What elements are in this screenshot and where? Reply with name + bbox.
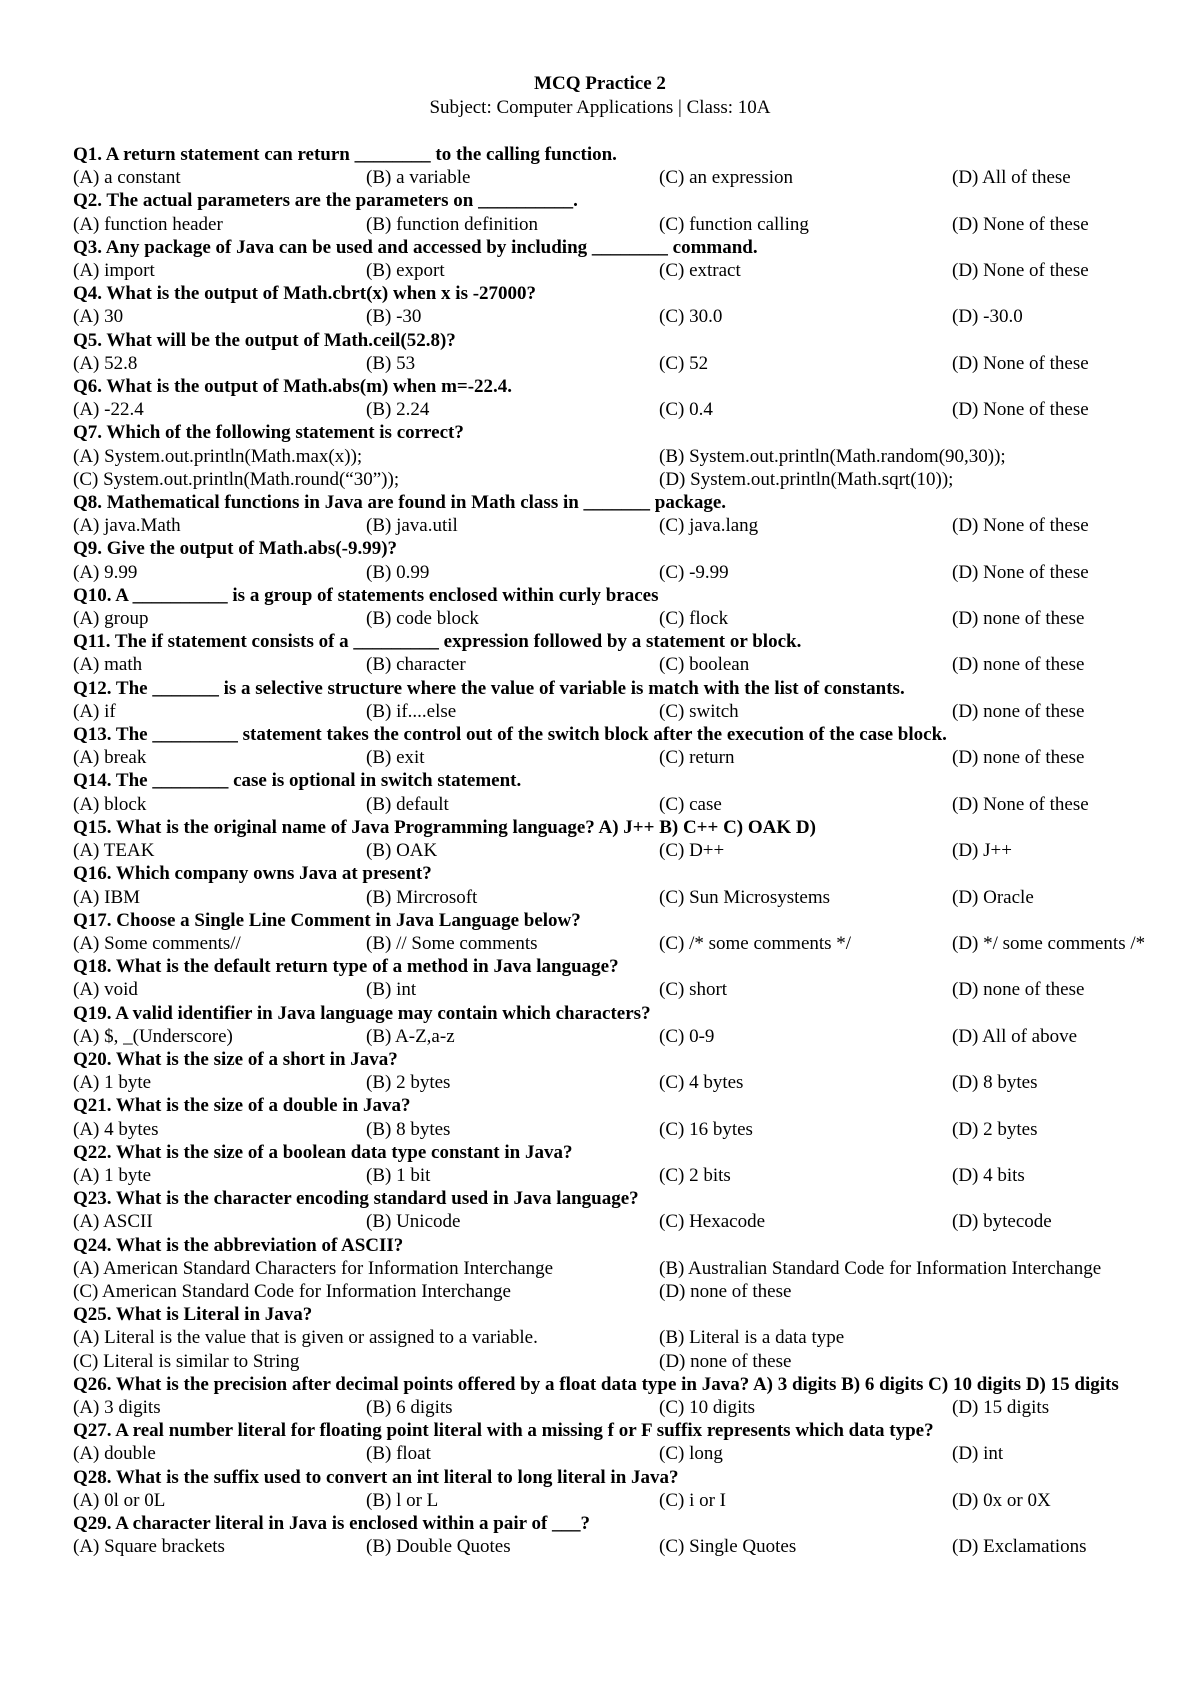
answer-option: (D) none of these [659,1280,792,1302]
answer-option: (B) // Some comments [366,932,538,954]
options-row [73,978,1153,1001]
answer-option: (B) default [366,793,449,815]
question-block [73,630,1153,676]
answer-option: (B) character [366,654,466,676]
options-row [73,793,1153,816]
options-row [73,700,1153,723]
question-text: Q16. Which company owns Java at present? [73,863,432,885]
answer-option: (B) -30 [366,306,422,328]
answer-option: (D) none of these [952,654,1085,676]
answer-option: (C) boolean [659,654,750,676]
answer-option: (B) 6 digits [366,1396,453,1418]
answer-option: (A) void [73,979,138,1001]
question-block [73,584,1153,630]
options-row [73,166,1153,189]
answer-option: (D) 8 bytes [952,1072,1038,1094]
answer-option: (B) export [366,260,445,282]
answer-option: (C) switch [659,700,739,722]
answer-option: (C) flock [659,608,729,630]
answer-option: (A) American Standard Characters for Information Interchange [73,1257,554,1279]
answer-option: (A) Some comments// [73,932,241,954]
options-row [73,1071,1153,1094]
question-block [73,723,1153,769]
options-row [73,398,1153,421]
answer-option: (A) double [73,1443,156,1465]
answer-option: (D) System.out.println(Math.sqrt(10)); [659,468,954,490]
question-block [73,143,1153,189]
question-block [73,677,1153,723]
question-text: Q19. A valid identifier in Java language may contain which characters? [73,1002,651,1024]
question-text: Q21. What is the size of a double in Java? [73,1095,411,1117]
question-text: Q3. Any package of Java can be used and accessed by including ________ command. [73,236,758,258]
answer-option: (A) math [73,654,143,676]
answer-option: (B) float [366,1443,431,1465]
question-text: Q28. What is the suffix used to convert an int literal to long literal in Java? [73,1466,679,1488]
answer-option: (A) java.Math [73,515,181,537]
answer-option: (C) extract [659,260,741,282]
question-block [73,1234,1153,1304]
question-text: Q14. The ________ case is optional in switch statement. [73,770,522,792]
answer-option: (C) Literal is similar to String [73,1350,300,1372]
answer-option: (A) System.out.println(Math.max(x)); [73,445,363,467]
answer-option: (A) 3 digits [73,1396,161,1418]
answer-option: (D) 4 bits [952,1164,1025,1186]
answer-option: (D) None of these [952,399,1089,421]
answer-option: (B) 0.99 [366,561,430,583]
answer-option: (A) if [73,700,116,722]
answer-option: (D) -30.0 [952,306,1023,328]
question-block [73,1303,1153,1373]
question-text: Q9. Give the output of Math.abs(-9.99)? [73,538,398,560]
question-block [73,816,1153,862]
question-block [73,1466,1153,1512]
answer-option: (A) 30 [73,306,124,328]
answer-option: (D) None of these [952,352,1089,374]
question-text: Q25. What is Literal in Java? [73,1304,313,1326]
answer-option: (A) IBM [73,886,141,908]
answer-option: (D) All of above [952,1025,1078,1047]
answer-option: (A) 52.8 [73,352,138,374]
question-text: Q20. What is the size of a short in Java? [73,1048,398,1070]
answer-option: (D) None of these [952,260,1089,282]
answer-option: (D) 2 bytes [952,1118,1038,1140]
options-row [73,653,1153,676]
question-block [73,537,1153,583]
question-text: Q22. What is the size of a boolean data type constant in Java? [73,1141,573,1163]
answer-option: (C) i or I [659,1489,727,1511]
answer-option: (D) All of these [952,167,1071,189]
options-row [73,352,1153,375]
question-text: Q18. What is the default return type of a method in Java language? [73,956,619,978]
question-text: Q24. What is the abbreviation of ASCII? [73,1234,404,1256]
document-header [0,0,1200,120]
options-row [73,1535,1153,1558]
answer-option: (C) long [659,1443,723,1465]
answer-option: (A) Square brackets [73,1536,225,1558]
question-text: Q13. The _________ statement takes the control out of the switch block after the execution of the case block. [73,724,947,746]
answer-option: (C) 30.0 [659,306,723,328]
answer-option: (A) 4 bytes [73,1118,159,1140]
question-block [73,1512,1153,1558]
answer-option: (B) int [366,979,417,1001]
options-row [73,1164,1153,1187]
answer-option: (C) 0.4 [659,399,713,421]
question-block [73,329,1153,375]
answer-option: (B) Double Quotes [366,1536,511,1558]
answer-option: (B) 53 [366,352,416,374]
answer-option: (A) group [73,608,149,630]
answer-option: (A) a constant [73,167,181,189]
answer-option: (C) 10 digits [659,1396,756,1418]
answer-option: (D) int [952,1443,1004,1465]
options-row [73,1396,1153,1419]
options-row [73,1257,1153,1303]
answer-option: (C) return [659,747,735,769]
answer-option: (B) 2.24 [366,399,430,421]
question-block [73,421,1153,491]
answer-option: (D) none of these [952,608,1085,630]
question-block [73,282,1153,328]
answer-option: (A) function header [73,213,223,235]
answer-option: (A) -22.4 [73,399,144,421]
question-text: Q4. What is the output of Math.cbrt(x) when x is -27000? [73,283,537,305]
answer-option: (D) None of these [952,561,1089,583]
document-subtitle: Subject: Computer Applications | Class: 10A [429,97,771,118]
answer-option: (A) import [73,260,155,282]
answer-option: (C) function calling [659,213,809,235]
question-text: Q23. What is the character encoding standard used in Java language? [73,1188,639,1210]
answer-option: (A) Literal is the value that is given or assigned to a variable. [73,1327,538,1349]
answer-option: (B) Mircrosoft [366,886,478,908]
question-text: Q26. What is the precision after decimal points offered by a float data type in Java? A) 3 digits B) 6 digits C) 10 digits D) 15 digits [73,1373,1119,1395]
document-title: MCQ Practice 2 [534,73,666,94]
answer-option: (B) exit [366,747,425,769]
answer-option: (C) Single Quotes [659,1536,797,1558]
answer-option: (D) none of these [952,979,1085,1001]
answer-option: (A) 0l or 0L [73,1489,166,1511]
answer-option: (D) None of these [952,793,1089,815]
question-block [73,1002,1153,1048]
answer-option: (D) none of these [952,747,1085,769]
answer-option: (C) 2 bits [659,1164,731,1186]
options-row [73,1118,1153,1141]
question-text: Q2. The actual parameters are the parameters on __________. [73,190,578,212]
answer-option: (A) 1 byte [73,1164,152,1186]
question-text: Q12. The _______ is a selective structure where the value of variable is match with the list of constants. [73,677,905,699]
options-row [73,1489,1153,1512]
answer-option: (D) None of these [952,213,1089,235]
question-block [73,491,1153,537]
options-row [73,932,1153,955]
answer-option: (B) A-Z,a-z [366,1025,455,1047]
answer-option: (D) Exclamations [952,1536,1087,1558]
question-block [73,1094,1153,1140]
question-text: Q10. A __________ is a group of statements enclosed within curly braces [73,584,659,606]
question-block [73,189,1153,235]
answer-option: (C) System.out.println(Math.round(“30”)); [73,468,400,490]
options-row [73,514,1153,537]
answer-option: (D) 0x or 0X [952,1489,1051,1511]
options-row [73,305,1153,328]
answer-option: (B) Literal is a data type [659,1327,845,1349]
answer-option: (C) -9.99 [659,561,729,583]
question-block [73,236,1153,282]
question-text: Q7. Which of the following statement is correct? [73,422,464,444]
answer-option: (B) 8 bytes [366,1118,451,1140]
options-row [73,886,1153,909]
answer-option: (C) /* some comments */ [659,932,852,954]
answer-option: (A) TEAK [73,840,155,862]
question-text: Q17. Choose a Single Line Comment in Java Language below? [73,909,581,931]
options-row [73,607,1153,630]
answer-option: (D) */ some comments /* [952,932,1146,954]
question-block [73,769,1153,815]
answer-option: (A) ASCII [73,1211,153,1233]
answer-option: (B) a variable [366,167,471,189]
question-list [73,143,1153,1558]
question-block [73,1373,1153,1419]
options-row [73,746,1153,769]
answer-option: (A) 1 byte [73,1072,152,1094]
answer-option: (D) none of these [659,1350,792,1372]
answer-option: (C) 4 bytes [659,1072,744,1094]
answer-option: (A) $, _(Underscore) [73,1025,233,1047]
answer-option: (B) l or L [366,1489,439,1511]
answer-option: (A) break [73,747,147,769]
answer-option: (D) None of these [952,515,1089,537]
answer-option: (D) bytecode [952,1211,1052,1233]
question-text: Q1. A return statement can return ________ to the calling function. [73,144,617,165]
answer-option: (B) function definition [366,213,539,235]
answer-option: (B) 2 bytes [366,1072,451,1094]
question-block [73,862,1153,908]
answer-option: (B) if....else [366,700,457,722]
answer-option: (D) Oracle [952,886,1034,908]
question-block [73,1419,1153,1465]
answer-option: (D) none of these [952,700,1085,722]
answer-option: (C) Sun Microsystems [659,886,830,908]
answer-option: (C) java.lang [659,515,759,537]
options-row [73,1025,1153,1048]
answer-option: (C) 52 [659,352,709,374]
answer-option: (C) case [659,793,722,815]
question-text: Q5. What will be the output of Math.ceil(52.8)? [73,329,456,351]
answer-option: (A) block [73,793,147,815]
question-block [73,375,1153,421]
options-row [73,213,1153,236]
answer-option: (C) an expression [659,167,794,189]
answer-option: (C) 0-9 [659,1025,715,1047]
question-block [73,909,1153,955]
options-row [73,445,1153,491]
question-block [73,955,1153,1001]
answer-option: (B) Australian Standard Code for Information Interchange [659,1257,1102,1279]
answer-option: (B) OAK [366,840,438,862]
answer-option: (C) American Standard Code for Information Interchange [73,1280,511,1302]
answer-option: (A) 9.99 [73,561,138,583]
answer-option: (B) 1 bit [366,1164,431,1186]
options-row [73,1210,1153,1233]
answer-option: (B) System.out.println(Math.random(90,30)); [659,445,1006,467]
answer-option: (C) Hexacode [659,1211,766,1233]
answer-option: (C) short [659,979,728,1001]
question-text: Q27. A real number literal for floating point literal with a missing f or F suffix represents which data type? [73,1420,934,1442]
answer-option: (C) D++ [659,840,725,862]
answer-option: (B) java.util [366,515,458,537]
question-block [73,1048,1153,1094]
options-row [73,1326,1153,1372]
question-block [73,1141,1153,1187]
question-block [73,1187,1153,1233]
answer-option: (C) 16 bytes [659,1118,753,1140]
answer-option: (D) J++ [952,840,1012,862]
question-text: Q8. Mathematical functions in Java are found in Math class in _______ package. [73,492,727,514]
answer-option: (D) 15 digits [952,1396,1050,1418]
question-text: Q6. What is the output of Math.abs(m) when m=-22.4. [73,376,513,398]
answer-option: (B) code block [366,608,479,630]
question-text: Q11. The if statement consists of a _________ expression followed by a statement or block. [73,631,802,653]
options-row [73,839,1153,862]
options-row [73,1442,1153,1465]
answer-option: (B) Unicode [366,1211,461,1233]
options-row [73,561,1153,584]
options-row [73,259,1153,282]
question-text: Q29. A character literal in Java is enclosed within a pair of ___? [73,1512,591,1534]
question-text: Q15. What is the original name of Java Programming language? A) J++ B) C++ C) OAK D) [73,816,816,838]
